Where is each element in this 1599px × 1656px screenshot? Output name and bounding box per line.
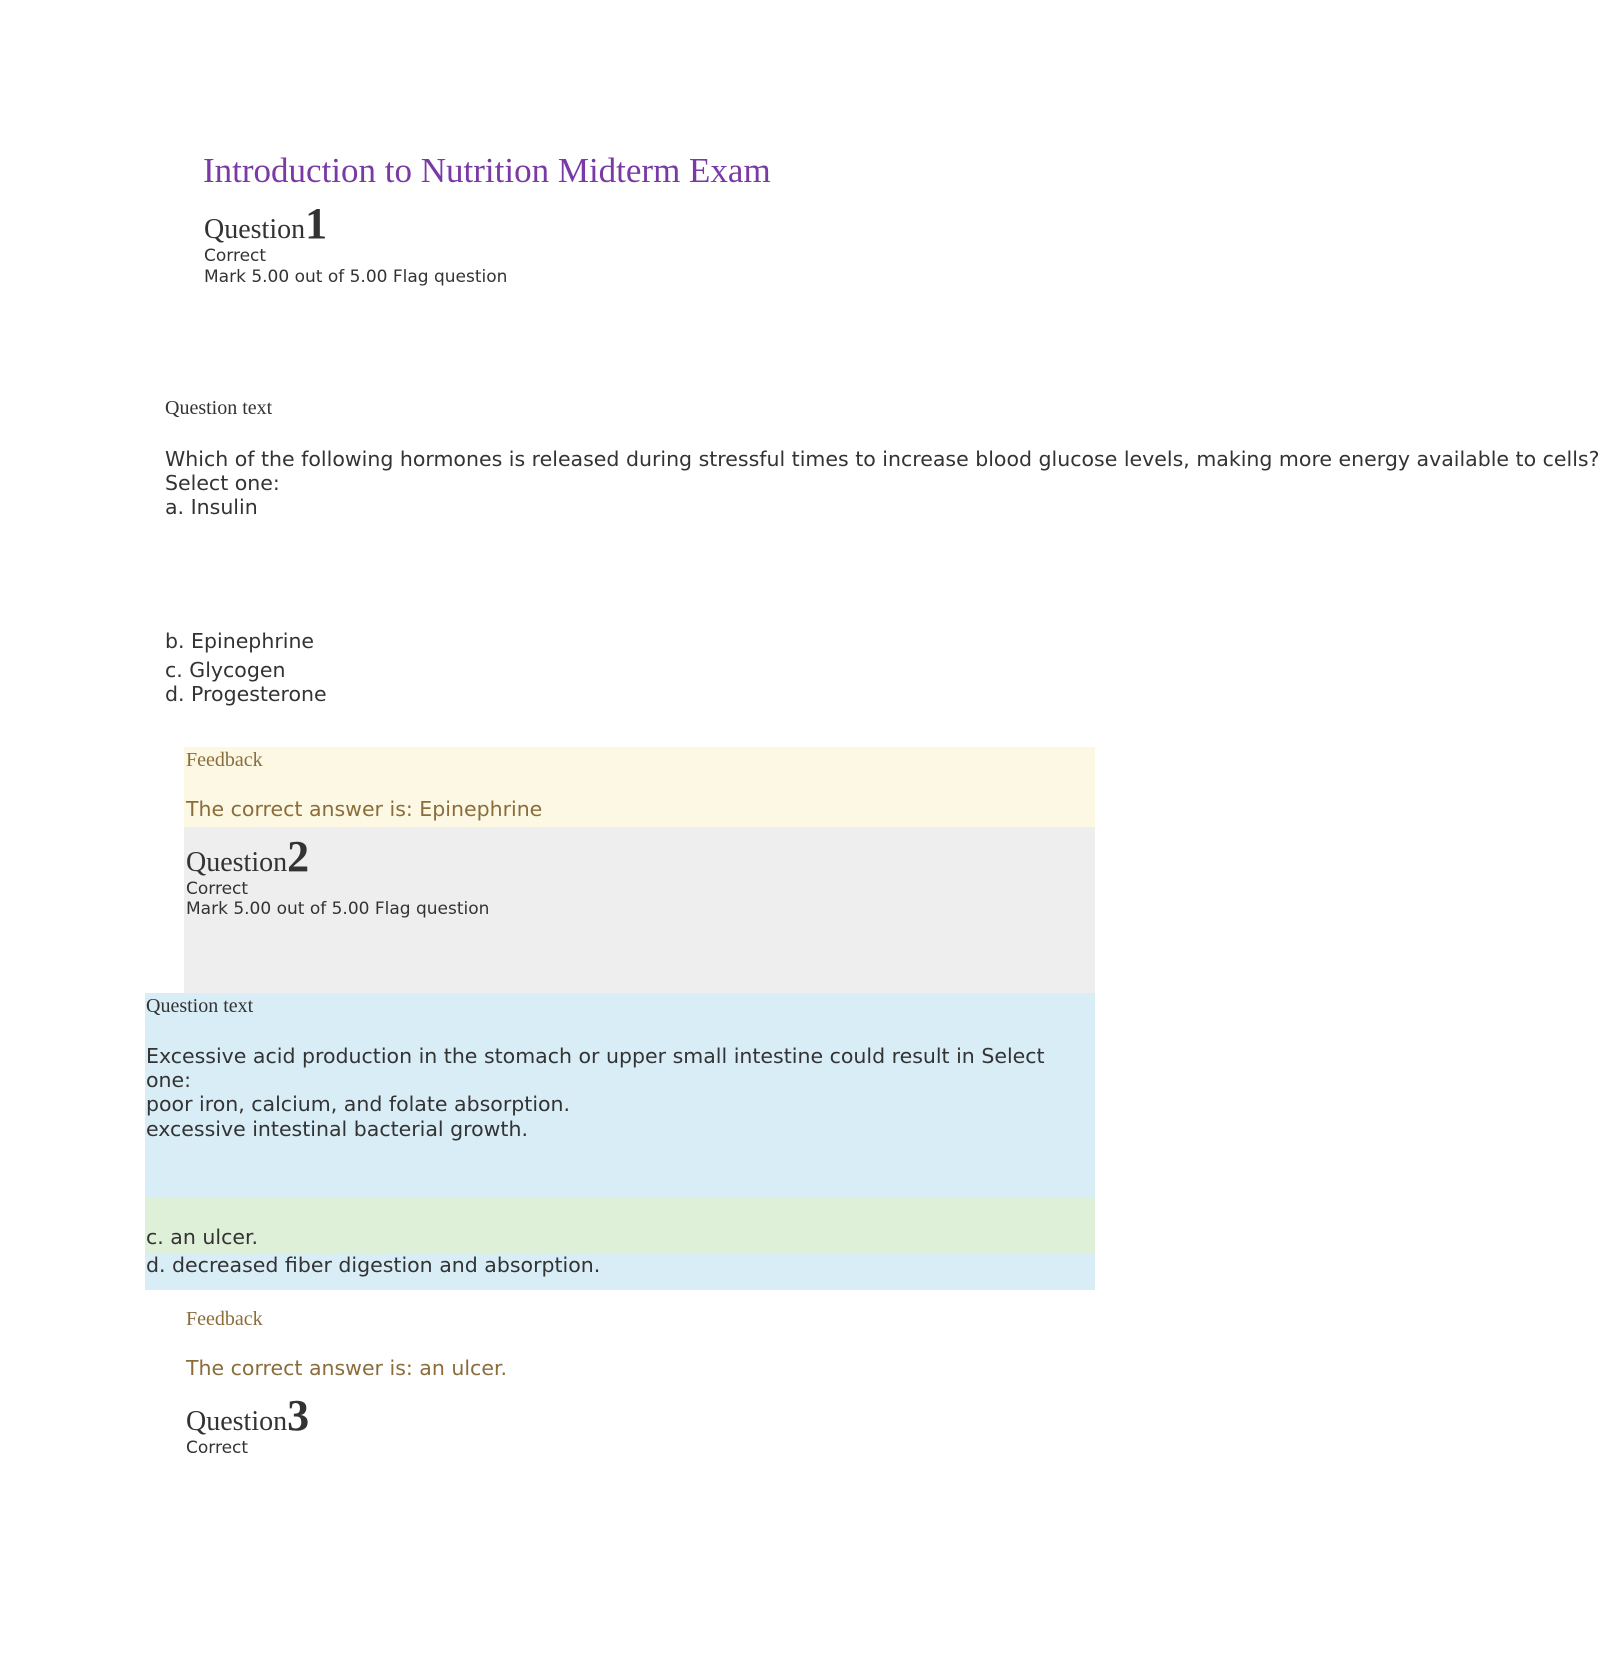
q1-status: Correct — [204, 246, 267, 266]
q1-option-d[interactable]: d. Progesterone — [165, 682, 327, 706]
q2-option-a[interactable]: poor iron, calcium, and folate absorption. — [146, 1092, 571, 1116]
q3-status: Correct — [186, 1438, 249, 1458]
q1-number: 1 — [305, 199, 328, 248]
q3-number: 3 — [287, 1391, 310, 1440]
q2-feedback-text: The correct answer is: an ulcer. — [186, 1356, 508, 1380]
page-title: Introduction to Nutrition Midterm Exam — [203, 151, 771, 190]
q2-feedback-label: Feedback — [186, 1308, 263, 1330]
q1-mark-flag[interactable]: Mark 5.00 out of 5.00 Flag question — [204, 267, 508, 287]
q2-correct-answer-highlight — [145, 1198, 1095, 1254]
q2-number: 2 — [287, 832, 310, 881]
q1-option-a[interactable]: a. Insulin — [165, 495, 258, 519]
q2-option-c[interactable]: c. an ulcer. — [146, 1225, 259, 1249]
q2-question-text-line1: Excessive acid production in the stomach or upper small intestine could result in Select — [146, 1044, 1045, 1068]
q1-option-c[interactable]: c. Glycogen — [165, 658, 286, 682]
q1-question-text: Which of the following hormones is released during stressful times to increase blood glucose levels, making more energy available to cells? — [165, 447, 1599, 471]
q2-heading — [186, 832, 310, 881]
q2-heading-label: Question — [186, 847, 288, 878]
q1-question-text-label: Question text — [165, 397, 273, 419]
q3-heading — [186, 1391, 310, 1440]
q2-question-text-label: Question text — [146, 995, 254, 1017]
q1-select-one: Select one: — [165, 471, 280, 495]
q2-question-text-line2: one: — [146, 1068, 192, 1092]
q1-option-b[interactable]: b. Epinephrine — [165, 629, 315, 653]
q1-heading-label: Question — [204, 214, 306, 245]
q2-status: Correct — [186, 879, 249, 899]
q1-feedback-label: Feedback — [186, 749, 263, 771]
q2-option-b[interactable]: excessive intestinal bacterial growth. — [146, 1117, 528, 1141]
q1-feedback-text: The correct answer is: Epinephrine — [186, 797, 543, 821]
q2-mark-flag[interactable]: Mark 5.00 out of 5.00 Flag question — [186, 899, 490, 919]
q1-heading — [204, 199, 328, 248]
q3-heading-label: Question — [186, 1406, 288, 1437]
q2-option-d[interactable]: d. decreased fiber digestion and absorption. — [146, 1253, 601, 1277]
